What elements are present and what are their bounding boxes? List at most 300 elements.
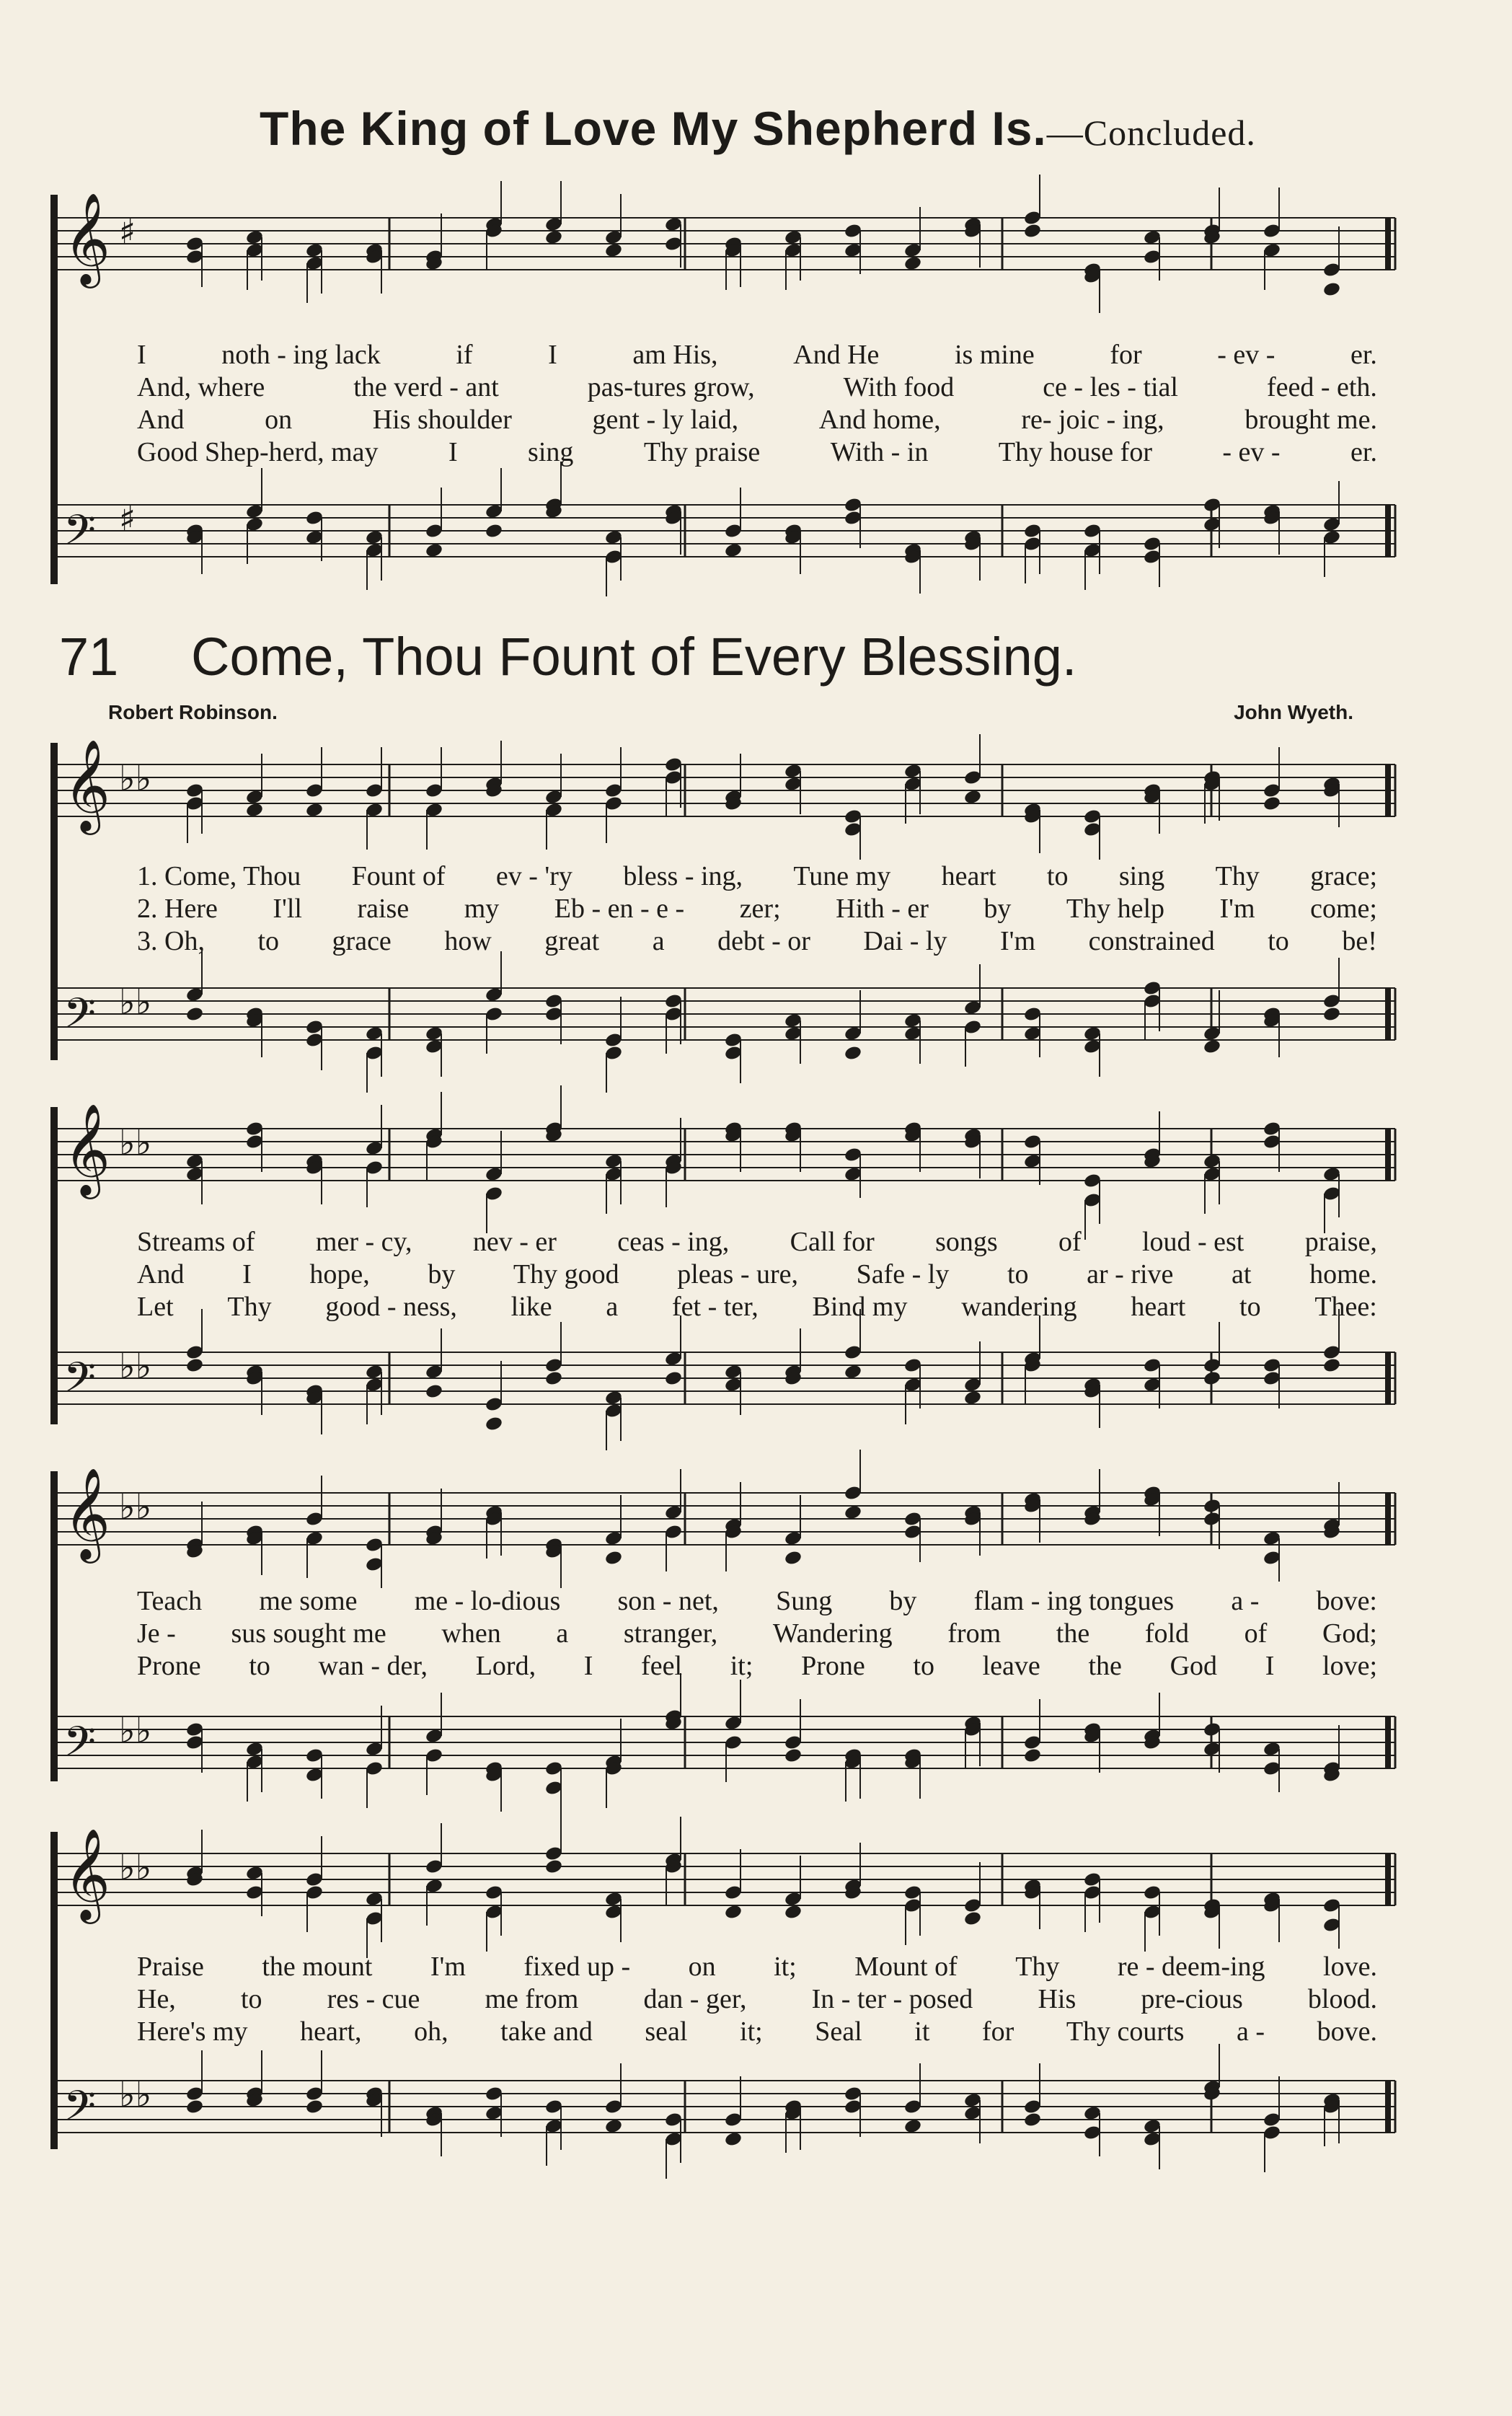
note <box>1083 1026 1102 1077</box>
note <box>963 1127 982 1178</box>
s2-verse-3 <box>137 1291 1377 1323</box>
note <box>784 1699 803 1763</box>
note <box>1263 1891 1281 1942</box>
note <box>664 1469 683 1571</box>
note <box>365 1706 384 1808</box>
note <box>664 993 683 1054</box>
note <box>963 1341 982 1406</box>
note <box>544 754 563 850</box>
note <box>305 1383 324 1434</box>
note <box>544 1537 563 1588</box>
staff-lines <box>58 1853 1395 1905</box>
lyric-word: to <box>1046 861 1069 891</box>
lyric-word: stranger, <box>623 1618 718 1649</box>
s2-verse-1 <box>137 1226 1377 1258</box>
note <box>724 236 743 290</box>
note <box>724 1364 743 1415</box>
lyric-word: Tune my <box>793 861 891 891</box>
note <box>903 207 922 271</box>
note <box>245 468 264 564</box>
lyric-word: it; <box>730 1651 753 1681</box>
note <box>1143 229 1162 281</box>
note <box>1143 980 1162 1041</box>
lyric-word: God; <box>1322 1618 1377 1649</box>
lyric-word: how <box>444 926 492 956</box>
lyric-word: songs <box>935 1227 998 1257</box>
lyric-word: Thy courts <box>1066 2016 1185 2047</box>
note <box>604 2063 623 2134</box>
lyric-word: bove: <box>1316 1586 1377 1616</box>
lyric-word: bove. <box>1317 2016 1377 2047</box>
lyric-word: er. <box>1350 340 1377 370</box>
note <box>1203 2044 1221 2102</box>
note <box>903 1511 922 1562</box>
note <box>664 216 683 268</box>
lyric-word: I <box>448 437 458 467</box>
note <box>604 194 623 258</box>
key-signature-icon: ♭♭ <box>119 1711 152 1751</box>
lyric-word: great <box>544 926 600 956</box>
note <box>1143 782 1162 834</box>
note <box>1083 262 1102 313</box>
note <box>365 242 384 294</box>
lyric-word: Lord, <box>475 1651 536 1681</box>
note <box>844 223 862 274</box>
lyric-word: for <box>1110 340 1142 370</box>
note <box>1203 1153 1221 1214</box>
lyric-word: to <box>1268 926 1289 956</box>
lyric-word: He, <box>137 1984 176 2014</box>
lyric-word: I'll <box>273 894 302 924</box>
note <box>604 747 623 843</box>
lyric-word: Seal <box>815 2016 862 2047</box>
lyric-word: pleas - ure, <box>677 1259 799 1289</box>
lyric-word: love; <box>1322 1651 1377 1681</box>
note <box>844 1747 862 1802</box>
note <box>1263 1530 1281 1582</box>
note <box>305 1019 324 1070</box>
note <box>903 1013 922 1064</box>
s4-verse-1 <box>137 1951 1377 1983</box>
lyric-word: the verd - ant <box>353 372 499 402</box>
note <box>784 229 803 290</box>
note <box>1083 1377 1102 1428</box>
note <box>245 1865 264 1916</box>
lyric-word: I <box>1265 1651 1275 1681</box>
lyric-word: Praise <box>137 1952 204 1982</box>
lyric-word: leave <box>982 1651 1040 1681</box>
lyric-word: oh, <box>414 2016 448 2047</box>
note <box>1322 226 1341 297</box>
lyric-word: mer - cy, <box>315 1227 412 1257</box>
lyric-word: Thy <box>1215 861 1260 891</box>
lyric-word: And home, <box>818 405 941 435</box>
lyric-word: With food <box>843 372 955 402</box>
prev-lyric-line-1 <box>137 339 1377 371</box>
note <box>245 1741 264 1802</box>
lyric-word: to <box>249 1651 270 1681</box>
lyric-word: to <box>1239 1292 1261 1322</box>
note <box>425 1026 443 1077</box>
note <box>185 782 204 843</box>
lyric-word: Thy <box>1015 1952 1060 1982</box>
note <box>1322 776 1341 827</box>
note <box>305 747 324 818</box>
note <box>1143 2118 1162 2169</box>
lyric-word: res - cue <box>327 1984 420 2014</box>
note <box>1143 1884 1162 1952</box>
lyric-word: Thee: <box>1314 1292 1377 1322</box>
lyric-word: me - lo-dious <box>414 1586 561 1616</box>
lyric-word: the <box>1088 1651 1122 1681</box>
lyric-word: Good Shep-herd, may <box>137 437 379 467</box>
lyric-word: I <box>242 1259 252 1289</box>
lyric-word: a - <box>1231 1586 1260 1616</box>
hymn-number: 71 <box>59 627 119 687</box>
lyric-word: when <box>441 1618 501 1649</box>
prev-lyric-line-4 <box>137 436 1377 469</box>
note <box>485 2086 503 2137</box>
note <box>365 2086 384 2137</box>
note <box>365 1364 384 1424</box>
lyric-word: And <box>137 405 185 435</box>
lyric-word: pre-cious <box>1141 1984 1243 2014</box>
key-signature-icon: ♯ <box>119 499 136 539</box>
note <box>724 1680 743 1782</box>
lyric-word: 3. Oh, <box>137 926 205 956</box>
staff-s3-treble <box>50 1464 1402 1572</box>
note <box>1263 747 1281 811</box>
note <box>1083 808 1102 860</box>
lyric-word: Prone <box>137 1651 201 1681</box>
lyric-word: it; <box>774 1952 797 1982</box>
note <box>185 236 204 287</box>
lyric-word: nev - er <box>472 1227 557 1257</box>
note <box>485 1361 503 1432</box>
note <box>544 181 563 245</box>
note <box>844 1843 862 1900</box>
note <box>485 1131 503 1233</box>
lyric-word: feed - eth. <box>1266 372 1377 402</box>
note <box>305 1153 324 1204</box>
lyric-word: of <box>1244 1618 1268 1649</box>
note <box>604 1390 623 1450</box>
lyric-word: Thy good <box>513 1259 619 1289</box>
treble-clef-icon: 𝄞 <box>63 739 111 831</box>
note <box>425 1489 443 1546</box>
note <box>784 523 803 574</box>
key-signature-icon: ♭♭ <box>119 1346 152 1387</box>
lyric-word: Eb - en - e - <box>554 894 685 924</box>
lyric-word: Bind my <box>812 1292 908 1322</box>
lyric-word: if <box>456 340 473 370</box>
lyric-word: a <box>556 1618 569 1649</box>
note <box>724 1032 743 1083</box>
prev-hymn-title <box>260 101 1256 156</box>
lyric-word: - ev - <box>1217 340 1276 370</box>
lyric-word: 2. Here <box>137 894 218 924</box>
treble-clef-icon: 𝄞 <box>63 192 111 284</box>
lyric-word: I <box>137 340 146 370</box>
note <box>903 1884 922 1945</box>
system-bracket <box>50 743 58 1060</box>
note <box>604 1153 623 1214</box>
lyric-word: for <box>981 2016 1014 2047</box>
note <box>724 1849 743 1920</box>
note <box>185 1830 204 1887</box>
bass-clef-icon: 𝄢 <box>63 2081 97 2141</box>
lyric-word: to <box>240 1984 262 2014</box>
lyric-word: like <box>510 1292 552 1322</box>
note <box>844 1147 862 1198</box>
lyric-word: Here's my <box>137 2016 248 2047</box>
lyric-word: is mine <box>954 340 1035 370</box>
lyric-word: praise, <box>1304 1227 1377 1257</box>
note <box>1203 1897 1221 1949</box>
lyric-word: And He <box>793 340 880 370</box>
note <box>664 1118 683 1207</box>
note <box>1263 2076 1281 2172</box>
note <box>724 488 743 558</box>
note <box>963 734 982 805</box>
note <box>365 747 384 850</box>
note <box>844 808 862 860</box>
note <box>1263 1121 1281 1172</box>
note <box>305 510 324 561</box>
bass-clef-icon: 𝄢 <box>63 1717 97 1776</box>
lyric-word: Wandering <box>772 1618 893 1649</box>
lyric-word: hope, <box>309 1259 370 1289</box>
system-bracket <box>50 1471 58 1781</box>
lyric-word: er. <box>1350 437 1377 467</box>
note <box>1023 175 1042 239</box>
key-signature-icon: ♭♭ <box>119 1848 152 1888</box>
note <box>425 488 443 558</box>
lyric-word: on <box>688 1952 716 1982</box>
note <box>365 529 384 590</box>
staff-s2-bass <box>50 1323 1402 1439</box>
note <box>425 1693 443 1795</box>
note <box>1322 1166 1341 1233</box>
note <box>1023 1878 1042 1929</box>
note <box>903 1747 922 1799</box>
lyric-word: to <box>913 1651 934 1681</box>
note <box>724 2076 743 2147</box>
note <box>1203 188 1221 245</box>
note <box>1023 523 1042 583</box>
note <box>544 462 563 519</box>
lyric-word: gent - ly laid, <box>592 405 739 435</box>
lyric-word: Call for <box>790 1227 875 1257</box>
lyric-word: Je - <box>137 1618 176 1649</box>
note <box>1083 1871 1102 1932</box>
note <box>365 1026 384 1093</box>
lyric-word: feel <box>641 1651 683 1681</box>
note <box>544 1085 563 1143</box>
note <box>305 242 324 303</box>
note <box>425 1823 443 1926</box>
note <box>1322 1725 1341 1783</box>
note <box>1322 481 1341 577</box>
lyric-word: from <box>947 1618 1002 1649</box>
note <box>425 747 443 850</box>
prev-lyric-line-3 <box>137 404 1377 436</box>
note <box>1143 1111 1162 1169</box>
key-signature-icon: ♭♭ <box>119 759 152 799</box>
lyric-word: fixed up - <box>523 1952 631 1982</box>
note <box>784 2099 803 2153</box>
lyric-word: by <box>983 894 1012 924</box>
lyric-word: take and <box>500 2016 593 2047</box>
lyric-word: Dai - ly <box>863 926 947 956</box>
note <box>245 1524 264 1575</box>
staff-s2-treble <box>50 1100 1402 1208</box>
note <box>963 1862 982 1926</box>
note <box>365 1105 384 1207</box>
lyric-word: I'm <box>430 1952 466 1982</box>
lyric-word: to <box>1007 1259 1029 1289</box>
note <box>963 1504 982 1556</box>
lyric-word: my <box>464 894 500 924</box>
prev-hymn-title-text: The King of Love My Shepherd Is. <box>260 102 1047 155</box>
lyric-word: brought me. <box>1244 405 1377 435</box>
lyric-word: grace <box>332 926 392 956</box>
lyric-word: Let <box>137 1292 174 1322</box>
note <box>1083 1469 1102 1527</box>
bass-clef-icon: 𝄢 <box>63 989 97 1048</box>
note <box>1023 1491 1042 1543</box>
staff-prev-treble <box>50 189 1402 304</box>
note <box>724 754 743 811</box>
lyric-word: Mount of <box>854 1952 958 1982</box>
lyric-word: Thy praise <box>643 437 761 467</box>
lyric-word: sus sought me <box>231 1618 386 1649</box>
lyric-word: His <box>1038 1984 1076 2014</box>
lyric-word: a <box>606 1292 619 1322</box>
note <box>425 1328 443 1399</box>
lyric-word: - ev - <box>1222 437 1281 467</box>
note <box>1023 1006 1042 1057</box>
note <box>1263 188 1281 290</box>
note <box>784 763 803 814</box>
s3-verse-3 <box>137 1650 1377 1683</box>
lyric-word: God <box>1170 1651 1218 1681</box>
note <box>1263 1741 1281 1792</box>
note <box>544 1322 563 1386</box>
s1-verse-1 <box>137 860 1377 893</box>
note <box>1322 958 1341 1022</box>
note <box>185 1502 204 1559</box>
lyric-word: ar - rive <box>1087 1259 1174 1289</box>
lyric-word: Sung <box>776 1586 833 1616</box>
lyric-word: I'm <box>1219 894 1255 924</box>
key-signature-icon: ♭♭ <box>119 1487 152 1527</box>
lyric-word: of <box>1058 1227 1082 1257</box>
lyric-word: to <box>257 926 280 956</box>
note <box>903 542 922 594</box>
note <box>1143 1357 1162 1408</box>
lyric-word: sing <box>528 437 574 467</box>
key-signature-icon: ♭♭ <box>119 2075 152 2115</box>
note <box>365 1891 384 1958</box>
lyric-word: by <box>428 1259 456 1289</box>
system-bracket <box>50 1107 58 1424</box>
lyric-word: wandering <box>961 1292 1077 1322</box>
lyric-word: debt - or <box>717 926 810 956</box>
lyric-word: Thy house for <box>998 437 1152 467</box>
lyric-word: loud - est <box>1141 1227 1244 1257</box>
note <box>485 468 503 539</box>
s4-verse-2 <box>137 1983 1377 2016</box>
prev-lyric-line-2 <box>137 371 1377 404</box>
note <box>305 1476 324 1578</box>
staff-prev-bass <box>50 476 1402 591</box>
key-signature-icon: ♭♭ <box>119 982 152 1023</box>
note <box>544 1760 563 1812</box>
note <box>903 2063 922 2134</box>
note <box>245 1006 264 1057</box>
note <box>604 1719 623 1808</box>
note <box>844 2086 862 2137</box>
staff-s4-treble <box>50 1825 1402 1933</box>
note <box>305 2050 324 2115</box>
note <box>1023 1699 1042 1763</box>
author-credit: Robert Robinson. <box>108 701 278 723</box>
note <box>784 1856 803 1920</box>
lyric-word: In - ter - posed <box>811 1984 973 2014</box>
note <box>485 741 503 798</box>
lyric-word: I <box>583 1651 593 1681</box>
s1-verse-3 <box>137 925 1377 958</box>
lyric-word: sing <box>1118 861 1165 891</box>
lyric-word: With - in <box>830 437 929 467</box>
lyric-word: by <box>889 1586 917 1616</box>
note <box>365 1537 384 1588</box>
lyric-word: bless - ing, <box>623 861 743 891</box>
note <box>485 951 503 1054</box>
s4-verse-3 <box>137 2016 1377 2048</box>
note <box>844 1450 862 1520</box>
note <box>963 964 982 1067</box>
staff-s1-bass <box>50 959 1402 1075</box>
lyric-word: a <box>652 926 665 956</box>
note <box>963 529 982 581</box>
note <box>305 1747 324 1799</box>
lyric-word: it; <box>740 2016 763 2047</box>
note <box>963 216 982 268</box>
note <box>245 2050 264 2108</box>
lyric-word: grace; <box>1310 861 1377 891</box>
lyric-word: me some <box>259 1586 358 1616</box>
lyric-word: Hith - er <box>836 894 929 924</box>
bass-clef-icon: 𝄢 <box>63 1353 97 1412</box>
lyric-word: dan - ger, <box>643 1984 747 2014</box>
lyric-word: ev - 'ry <box>495 861 572 891</box>
note <box>185 523 204 574</box>
note <box>1083 2105 1102 2156</box>
note <box>1023 1134 1042 1185</box>
staff-s4-bass <box>50 2052 1402 2167</box>
note <box>1263 1006 1281 1057</box>
lyric-word: me from <box>485 1984 579 2014</box>
note <box>724 1482 743 1571</box>
s3-verse-1 <box>137 1585 1377 1618</box>
s1-verse-2 <box>137 893 1377 925</box>
lyric-word: re- joic - ing, <box>1021 405 1164 435</box>
lyric-word: heart, <box>300 2016 362 2047</box>
lyric-word: Thy <box>227 1292 272 1322</box>
lyric-word: am His, <box>632 340 718 370</box>
